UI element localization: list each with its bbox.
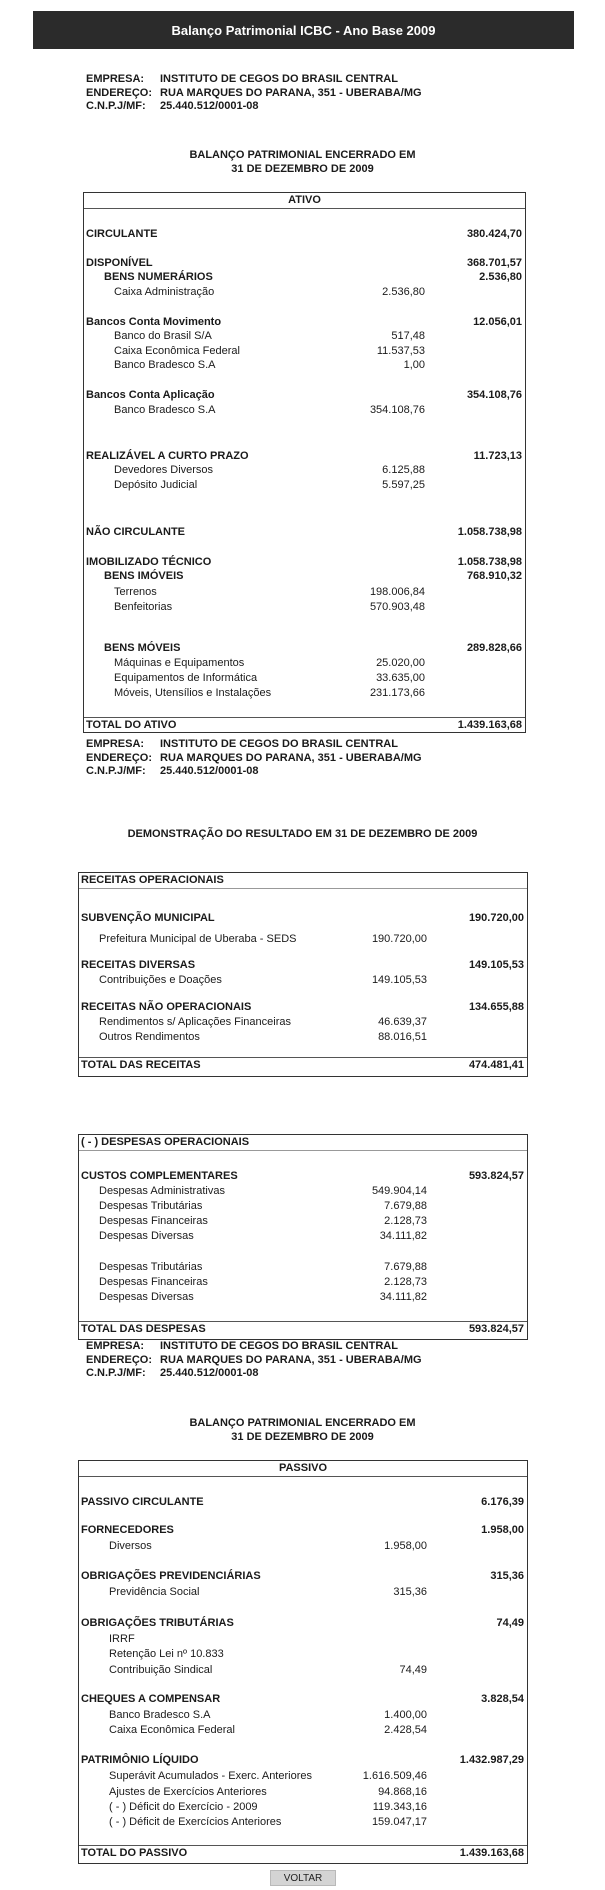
table-row	[79, 1569, 527, 1583]
row-detail-value: 198.006,84	[369, 586, 425, 598]
table-row	[79, 1214, 527, 1228]
table-row	[79, 1769, 527, 1783]
row-detail-value: 46.639,37	[378, 1016, 427, 1028]
endereco-value: RUA MARQUES DO PARANA, 351 - UBERABA/MG	[160, 1353, 422, 1366]
row-detail-value: 190.720,00	[371, 933, 427, 945]
row-detail-value: 94.868,16	[378, 1786, 427, 1798]
row-detail-value: 33.635,00	[376, 672, 425, 684]
row-total-value: 593.824,57	[468, 1323, 524, 1335]
table-row	[84, 525, 525, 539]
empresa-label: EMPRESA:	[86, 73, 145, 85]
table-row	[79, 911, 527, 925]
table-row	[79, 1199, 527, 1213]
despesas-table	[78, 1134, 528, 1340]
balanco-heading-line2: 31 DE DEZEMBRO DE 2009	[231, 162, 374, 175]
table-row	[84, 718, 525, 732]
empresa-value: INSTITUTO DE CEGOS DO BRASIL CENTRAL	[160, 738, 398, 750]
ativo-table	[83, 192, 526, 733]
row-label: IRRF	[109, 1633, 135, 1645]
row-label: Bancos Conta Aplicação	[86, 389, 215, 401]
row-label: Despesas Financeiras	[99, 1215, 208, 1227]
empresa-label: EMPRESA:	[86, 738, 145, 750]
ativo-header: ATIVO	[84, 193, 525, 209]
row-label: TOTAL DO PASSIVO	[81, 1847, 188, 1859]
row-total-value: 354.108,76	[466, 389, 522, 401]
company-info	[86, 73, 422, 114]
row-label: ( - ) Déficit de Exercícios Anteriores	[109, 1816, 282, 1828]
row-label: Contribuição Sindical	[109, 1664, 213, 1676]
row-label: Banco Bradesco S.A	[114, 359, 216, 371]
table-row	[79, 1753, 527, 1767]
despesas-header: ( - ) DESPESAS OPERACIONAIS	[79, 1135, 527, 1151]
balanco-heading-line1: BALANÇO PATRIMONIAL ENCERRADO EM	[189, 149, 416, 161]
row-label: NÃO CIRCULANTE	[86, 526, 185, 538]
empresa-label: EMPRESA:	[86, 1340, 145, 1352]
table-row	[79, 1632, 527, 1646]
row-detail-value: 2.128,73	[384, 1276, 427, 1288]
endereco-label: ENDEREÇO:	[86, 751, 153, 764]
row-detail-value: 34.111,82	[379, 1230, 427, 1242]
row-label: BENS MÓVEIS	[104, 642, 181, 654]
passivo-table	[78, 1460, 528, 1864]
row-label: Caixa Econômica Federal	[114, 345, 240, 357]
row-total-value: 74,49	[496, 1617, 524, 1629]
empresa-value: INSTITUTO DE CEGOS DO BRASIL CENTRAL	[160, 73, 398, 85]
row-total-value: 1.058.738,98	[457, 526, 522, 538]
row-label: Previdência Social	[109, 1586, 200, 1598]
table-row	[84, 403, 525, 417]
row-total-value: 12.056,01	[473, 316, 522, 328]
table-row	[79, 1815, 527, 1829]
row-total-value: 315,36	[490, 1570, 524, 1582]
table-row	[79, 1785, 527, 1799]
cnpj-label: C.N.P.J/MF:	[86, 100, 146, 112]
table-row	[84, 358, 525, 372]
row-label: Despesas Tributárias	[99, 1261, 203, 1273]
row-label: Outros Rendimentos	[99, 1031, 200, 1043]
table-row	[84, 478, 525, 492]
table-row	[79, 1647, 527, 1661]
table-row	[79, 1229, 527, 1243]
cnpj-label: C.N.P.J/MF:	[86, 765, 146, 777]
row-label: BENS NUMERÁRIOS	[104, 271, 213, 283]
table-row	[84, 555, 525, 569]
row-total-value: 768.910,32	[466, 570, 522, 582]
table-row	[79, 1708, 527, 1722]
row-label: Benfeitorias	[114, 601, 173, 613]
endereco-value: RUA MARQUES DO PARANA, 351 - UBERABA/MG	[160, 751, 422, 764]
row-label: IMOBILIZADO TÉCNICO	[86, 556, 212, 568]
row-label: OBRIGAÇÕES PREVIDENCIÁRIAS	[81, 1570, 261, 1582]
row-detail-value: 7.679,88	[384, 1261, 427, 1273]
row-detail-value: 2.536,80	[382, 286, 425, 298]
row-label: CIRCULANTE	[86, 228, 158, 240]
table-row	[79, 958, 527, 972]
row-detail-value: 6.125,88	[382, 464, 425, 476]
row-label: Banco Bradesco S.A	[109, 1709, 211, 1721]
table-row	[79, 1290, 527, 1304]
row-detail-value: 570.903,48	[369, 601, 425, 613]
row-label: Diversos	[109, 1540, 152, 1552]
table-row	[84, 315, 525, 329]
row-label: Rendimentos s/ Aplicações Financeiras	[99, 1016, 291, 1028]
table-row	[84, 388, 525, 402]
table-row	[79, 1169, 527, 1183]
table-row	[79, 1663, 527, 1677]
row-label: Despesas Diversas	[99, 1230, 194, 1242]
row-total-value: 1.439.163,68	[459, 1847, 524, 1859]
row-label: REALIZÁVEL A CURTO PRAZO	[86, 450, 249, 462]
row-label: Depósito Judicial	[114, 479, 198, 491]
row-detail-value: 549.904,14	[371, 1185, 427, 1197]
row-label: Caixa Administração	[114, 286, 215, 298]
row-detail-value: 7.679,88	[384, 1200, 427, 1212]
balanco-heading-line1: BALANÇO PATRIMONIAL ENCERRADO EM	[189, 1417, 416, 1429]
table-row	[84, 463, 525, 477]
table-row	[84, 449, 525, 463]
row-label: PATRIMÔNIO LÍQUIDO	[81, 1754, 199, 1766]
table-row	[79, 1616, 527, 1630]
row-total-value: 1.439.163,68	[457, 719, 522, 731]
row-total-value: 368.701,57	[466, 257, 522, 269]
row-total-value: 149.105,53	[468, 959, 524, 971]
row-label: Banco do Brasil S/A	[114, 330, 212, 342]
row-detail-value: 315,36	[393, 1586, 427, 1598]
row-detail-value: 2.128,73	[384, 1215, 427, 1227]
row-total-value: 1.432.987,29	[459, 1754, 524, 1766]
row-total-value: 289.828,66	[466, 642, 522, 654]
row-detail-value: 11.537,53	[376, 345, 425, 357]
table-row	[79, 1539, 527, 1553]
company-info	[86, 1340, 422, 1381]
row-label: DISPONÍVEL	[86, 257, 153, 269]
endereco-label: ENDEREÇO:	[86, 86, 153, 99]
table-row	[79, 1260, 527, 1274]
table-row	[79, 1585, 527, 1599]
row-label: Contribuições e Doações	[99, 974, 222, 986]
row-detail-value: 149.105,53	[371, 974, 427, 986]
row-detail-value: 231.173,66	[369, 687, 425, 699]
table-row	[84, 227, 525, 241]
row-detail-value: 88.016,51	[378, 1031, 427, 1043]
table-row	[79, 1800, 527, 1814]
cnpj-value: 25.440.512/0001-08	[160, 100, 259, 112]
table-row	[84, 641, 525, 655]
table-row	[79, 1015, 527, 1029]
row-label: BENS IMÓVEIS	[104, 570, 184, 582]
row-label: PASSIVO CIRCULANTE	[81, 1496, 204, 1508]
cnpj-value: 25.440.512/0001-08	[160, 1367, 259, 1379]
row-detail-value: 74,49	[399, 1664, 427, 1676]
balanco-heading-line2: 31 DE DEZEMBRO DE 2009	[231, 1430, 374, 1443]
table-row	[79, 1846, 527, 1860]
row-label: Equipamentos de Informática	[114, 672, 258, 684]
table-row	[84, 686, 525, 700]
row-label: RECEITAS DIVERSAS	[81, 959, 196, 971]
table-row	[79, 1523, 527, 1537]
table-row	[84, 569, 525, 583]
table-row	[84, 656, 525, 670]
table-row	[79, 1275, 527, 1289]
row-detail-value: 5.597,25	[382, 479, 425, 491]
row-label: Bancos Conta Movimento	[86, 316, 222, 328]
page-title: Balanço Patrimonial ICBC - Ano Base 2009	[33, 11, 574, 49]
table-row	[84, 600, 525, 614]
row-label: ( - ) Déficit do Exercício - 2009	[109, 1801, 258, 1813]
table-row	[79, 1058, 527, 1072]
table-row	[79, 932, 527, 946]
row-label: Despesas Diversas	[99, 1291, 194, 1303]
row-label: Despesas Financeiras	[99, 1276, 208, 1288]
table-row	[79, 973, 527, 987]
table-row	[79, 1692, 527, 1706]
cnpj-label: C.N.P.J/MF:	[86, 1367, 146, 1379]
row-label: TOTAL DO ATIVO	[86, 719, 177, 731]
row-label: Despesas Administrativas	[99, 1185, 225, 1197]
table-row	[84, 270, 525, 284]
row-label: Prefeitura Municipal de Uberaba - SEDS	[99, 933, 297, 945]
receitas-header: RECEITAS OPERACIONAIS	[79, 873, 527, 889]
table-row	[84, 671, 525, 685]
cnpj-value: 25.440.512/0001-08	[160, 765, 259, 777]
table-row	[79, 1000, 527, 1014]
row-label: OBRIGAÇÕES TRIBUTÁRIAS	[81, 1617, 234, 1629]
row-label: TOTAL DAS RECEITAS	[81, 1059, 201, 1071]
row-total-value: 1.958,00	[481, 1524, 524, 1536]
endereco-label: ENDEREÇO:	[86, 1353, 153, 1366]
row-total-value: 6.176,39	[481, 1496, 524, 1508]
row-total-value: 380.424,70	[466, 228, 522, 240]
row-label: Banco Bradesco S.A	[114, 404, 216, 416]
row-label: Móveis, Utensílios e Instalações	[114, 687, 272, 699]
demonstracao-heading: DEMONSTRAÇÃO DO RESULTADO EM 31 DE DEZEMBRO DE 2009	[127, 828, 478, 840]
row-label: Máquinas e Equipamentos	[114, 657, 245, 669]
row-detail-value: 34.111,82	[379, 1291, 427, 1303]
row-label: CUSTOS COMPLEMENTARES	[81, 1170, 238, 1182]
row-total-value: 11.723,13	[473, 450, 522, 462]
row-detail-value: 25.020,00	[376, 657, 425, 669]
row-label: Ajustes de Exercícios Anteriores	[109, 1786, 267, 1798]
table-row	[79, 1495, 527, 1509]
passivo-header: PASSIVO	[79, 1461, 527, 1477]
table-row	[79, 1723, 527, 1737]
row-label: Superávit Acumulados - Exerc. Anteriores	[109, 1770, 312, 1782]
row-label: Devedores Diversos	[114, 464, 214, 476]
row-label: FORNECEDORES	[81, 1524, 174, 1536]
row-detail-value: 354.108,76	[369, 404, 425, 416]
balanco-heading	[0, 1417, 605, 1444]
balanco-heading	[0, 149, 605, 176]
row-detail-value: 119.343,16	[372, 1801, 427, 1813]
table-row	[84, 285, 525, 299]
row-detail-value: 1.958,00	[384, 1540, 427, 1552]
row-total-value: 3.828,54	[481, 1693, 524, 1705]
row-total-value: 593.824,57	[468, 1170, 524, 1182]
company-info	[86, 738, 422, 779]
row-label: Terrenos	[114, 586, 157, 598]
row-detail-value: 1.616.509,46	[362, 1770, 427, 1782]
receitas-table	[78, 872, 528, 1077]
table-row	[79, 1184, 527, 1198]
table-row	[84, 256, 525, 270]
back-button[interactable]: VOLTAR	[270, 1870, 336, 1886]
row-detail-value: 1.400,00	[384, 1709, 427, 1721]
row-label: Caixa Econômica Federal	[109, 1724, 235, 1736]
row-total-value: 474.481,41	[468, 1059, 524, 1071]
row-label: CHEQUES A COMPENSAR	[81, 1693, 221, 1705]
row-label: SUBVENÇÃO MUNICIPAL	[81, 912, 215, 924]
row-total-value: 134.655,88	[468, 1001, 524, 1013]
table-row	[84, 329, 525, 343]
row-detail-value: 517,48	[391, 330, 425, 342]
row-detail-value: 2.428,54	[384, 1724, 427, 1736]
empresa-value: INSTITUTO DE CEGOS DO BRASIL CENTRAL	[160, 1340, 398, 1352]
row-total-value: 1.058.738,98	[457, 556, 522, 568]
row-label: Retenção Lei nº 10.833	[109, 1648, 224, 1660]
table-row	[84, 585, 525, 599]
row-total-value: 190.720,00	[468, 912, 524, 924]
row-total-value: 2.536,80	[479, 271, 522, 283]
row-detail-value: 159.047,17	[371, 1816, 427, 1828]
endereco-value: RUA MARQUES DO PARANA, 351 - UBERABA/MG	[160, 86, 422, 99]
row-label: Despesas Tributárias	[99, 1200, 203, 1212]
row-label: TOTAL DAS DESPESAS	[81, 1323, 206, 1335]
table-row	[79, 1030, 527, 1044]
table-row	[84, 344, 525, 358]
row-detail-value: 1,00	[403, 359, 425, 371]
table-row	[79, 1322, 527, 1336]
row-label: RECEITAS NÃO OPERACIONAIS	[81, 1001, 252, 1013]
